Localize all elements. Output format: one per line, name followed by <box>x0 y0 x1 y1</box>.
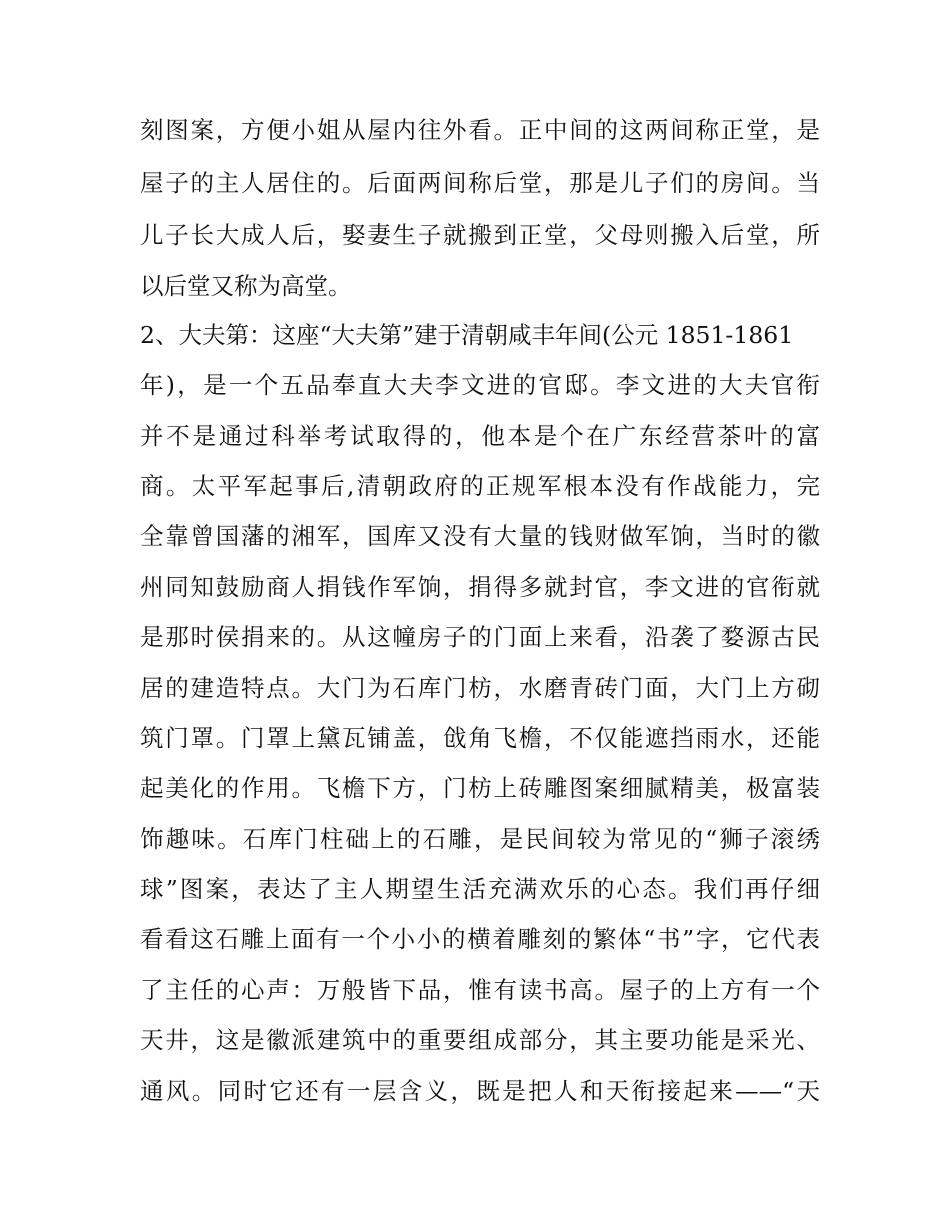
text-line: 球”图案，表达了主人期望生活充满欢乐的心态。我们再仔细 <box>140 875 820 903</box>
text-line: 起美化的作用。飞檐下方，门枋上砖雕图案细腻精美，极富装 <box>140 774 820 802</box>
text-line: 州同知鼓励商人捐钱作军饷，捐得多就封官，李文进的官衔就 <box>140 573 820 601</box>
text-line: 年)，是一个五品奉直大夫李文进的官邸。李文进的大夫官衔 <box>140 371 820 399</box>
text-line: 居的建造特点。大门为石库门枋，水磨青砖门面，大门上方砌 <box>140 674 820 702</box>
text-line: 筑门罩。门罩上黛瓦铺盖，戗角飞檐，不仅能遮挡雨水，还能 <box>140 724 820 752</box>
text-line: 是那时侯捐来的。从这幢房子的门面上来看，沿袭了婺源古民 <box>140 623 820 651</box>
text-line: 了主任的心声：万般皆下品，惟有读书高。屋子的上方有一个 <box>140 976 820 1004</box>
text-line: 儿子长大成人后，娶妻生子就搬到正堂，父母则搬入后堂，所 <box>140 221 820 249</box>
text-line: 通风。同时它还有一层含义，既是把人和天衔接起来——“天 <box>140 1077 820 1105</box>
text-line: 全靠曾国藩的湘军，国库又没有大量的钱财做军饷，当时的徽 <box>140 522 820 550</box>
text-line: 天井，这是徽派建筑中的重要组成部分，其主要功能是采光、 <box>140 1026 820 1054</box>
text-line: 并不是通过科举考试取得的，他本是个在广东经营茶叶的富 <box>140 422 820 450</box>
text-line: 商。太平军起事后,清朝政府的正规军根本没有作战能力，完 <box>140 472 820 500</box>
text-line: 以后堂又称为高堂。 <box>140 272 352 300</box>
text-line: 看看这石雕上面有一个小小的横着雕刻的繁体“书”字，它代表 <box>140 925 820 953</box>
text-line: 刻图案，方便小姐从屋内往外看。正中间的这两间称正堂，是 <box>140 116 820 144</box>
text-line: 2、大夫第：这座“大夫第”建于清朝咸丰年间(公元 1851-1861 <box>140 321 794 349</box>
text-line: 屋子的主人居住的。后面两间称后堂，那是儿子们的房间。当 <box>140 169 820 197</box>
text-line: 饰趣味。石库门柱础上的石雕，是民间较为常见的“狮子滚绣 <box>140 825 820 853</box>
